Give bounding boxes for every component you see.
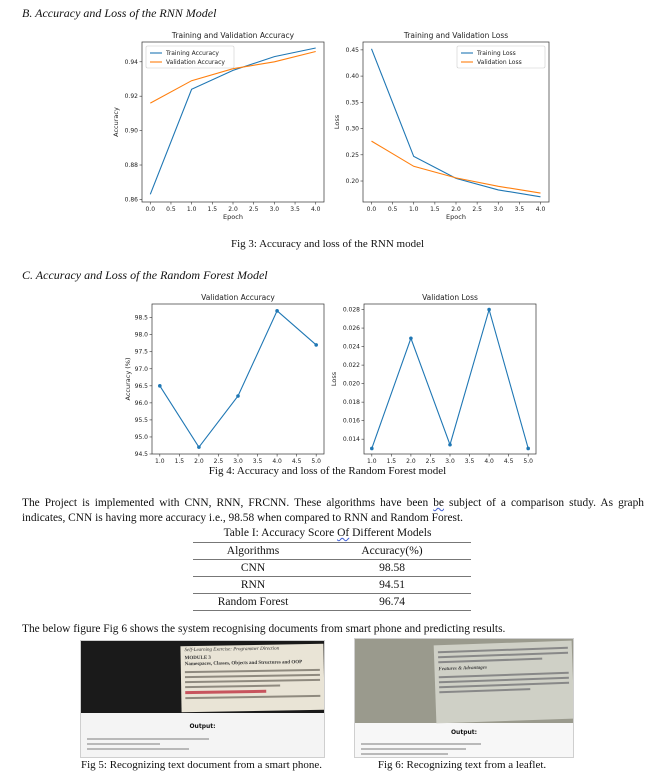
- x-axis-label: Epoch: [223, 213, 243, 221]
- y-tick-label: 98.5: [134, 314, 148, 322]
- chart-rf-accuracy: [124, 292, 328, 464]
- y-tick-label: 0.94: [124, 58, 138, 66]
- plot-frame: [364, 304, 536, 454]
- table-cell-accuracy: 94.51: [313, 577, 471, 594]
- y-tick-label: 0.45: [345, 46, 359, 54]
- data-point: [314, 343, 318, 347]
- x-tick-label: 1.5: [386, 458, 397, 464]
- section-c-heading: C. Accuracy and Loss of the Random Forest Model: [22, 268, 268, 282]
- y-tick-label: 0.014: [342, 436, 360, 444]
- x-tick-label: 0.0: [366, 206, 377, 213]
- fig5-output-label: Output:: [189, 723, 216, 730]
- x-tick-label: 2.0: [406, 458, 416, 464]
- legend-label: Training Loss: [477, 50, 516, 57]
- table-cell-algorithm: RNN: [193, 577, 313, 594]
- x-tick-label: 3.5: [514, 206, 525, 213]
- fig5-doc-module: MODULE 3: [184, 655, 211, 662]
- x-tick-label: 1.0: [367, 458, 377, 464]
- fig5-doc-title: Self-Learning Exercise: Programmer Direction: [184, 646, 280, 654]
- legend-label: Training Accuracy: [166, 50, 219, 57]
- fig5-document-page: [180, 644, 324, 712]
- y-tick-label: 0.016: [342, 417, 360, 425]
- x-tick-label: 4.0: [272, 458, 282, 464]
- x-tick-label: 1.0: [186, 206, 197, 213]
- x-tick-label: 2.0: [194, 458, 204, 464]
- x-tick-label: 1.5: [430, 206, 440, 213]
- x-tick-label: 2.5: [248, 206, 259, 213]
- y-tick-label: 0.92: [124, 93, 138, 101]
- x-axis-label: Epoch: [446, 213, 466, 221]
- fig5-caption: Fig 5: Recognizing text document from a smart phone.: [80, 759, 323, 771]
- table-row: [193, 560, 471, 577]
- y-tick-label: 0.90: [124, 127, 138, 135]
- y-tick-label: 0.028: [342, 306, 360, 314]
- series-line: [372, 141, 541, 193]
- x-tick-label: 3.5: [290, 206, 300, 213]
- table-title-part1: Table I: Accuracy Score: [223, 527, 338, 539]
- x-tick-label: 2.5: [472, 206, 482, 213]
- x-tick-label: 2.0: [228, 206, 238, 213]
- x-tick-label: 3.0: [493, 206, 504, 213]
- x-tick-label: 4.0: [535, 206, 546, 213]
- fig6-image: [354, 638, 574, 758]
- y-tick-label: 0.020: [342, 380, 360, 388]
- table-header-algorithms: Algorithms: [193, 543, 313, 560]
- y-tick-label: 95.5: [134, 416, 148, 424]
- fig3-caption: Fig 3: Accuracy and loss of the RNN model: [230, 238, 425, 250]
- x-tick-label: 4.0: [484, 458, 494, 464]
- x-tick-label: 1.5: [207, 206, 218, 213]
- x-tick-label: 0.0: [145, 206, 156, 213]
- data-point: [275, 309, 279, 313]
- y-tick-label: 0.026: [342, 325, 360, 333]
- y-tick-label: 0.018: [342, 399, 360, 407]
- series-line: [372, 310, 528, 449]
- y-tick-label: 96.0: [134, 399, 148, 407]
- data-point: [448, 443, 452, 447]
- x-tick-label: 3.5: [252, 458, 263, 464]
- chart-rnn-accuracy: [112, 30, 330, 228]
- paragraph-figures: The below figure Fig 6 shows the system recognising documents from smart phone and predicting results.: [22, 623, 506, 635]
- data-point: [409, 336, 413, 340]
- x-tick-label: 5.0: [523, 458, 533, 464]
- y-tick-label: 0.022: [342, 362, 360, 370]
- x-tick-label: 4.5: [503, 458, 514, 464]
- x-tick-label: 1.0: [408, 206, 419, 213]
- accuracy-table: [193, 542, 471, 611]
- series-line: [372, 49, 541, 197]
- fig5-image: [80, 640, 325, 758]
- y-tick-label: 0.20: [345, 178, 359, 186]
- fig6-caption: Fig 6: Recognizing text from a leaflet.: [377, 759, 547, 771]
- x-tick-label: 0.5: [166, 206, 176, 213]
- series-line: [150, 48, 315, 194]
- x-tick-label: 3.5: [464, 458, 475, 464]
- x-tick-label: 3.0: [233, 458, 243, 464]
- section-b-heading: B. Accuracy and Loss of the RNN Model: [22, 6, 217, 20]
- y-axis-label: Accuracy (%): [124, 357, 132, 401]
- x-tick-label: 0.5: [387, 206, 398, 213]
- chart-title: Validation Loss: [422, 293, 478, 302]
- data-point: [487, 308, 491, 312]
- y-tick-label: 0.40: [345, 73, 359, 81]
- x-tick-label: 4.0: [310, 206, 321, 213]
- y-tick-label: 0.86: [124, 196, 138, 204]
- y-tick-label: 96.5: [134, 382, 148, 390]
- x-tick-label: 3.0: [269, 206, 280, 213]
- y-axis-label: Loss: [330, 371, 338, 387]
- table-cell-accuracy: 98.58: [313, 560, 471, 577]
- plot-frame: [152, 304, 324, 454]
- data-point: [158, 384, 162, 388]
- y-tick-label: 97.5: [134, 348, 148, 356]
- x-tick-label: 2.0: [451, 206, 461, 213]
- y-tick-label: 0.25: [345, 151, 359, 159]
- chart-rnn-loss: [333, 30, 555, 228]
- y-tick-label: 0.024: [342, 343, 360, 351]
- fig6-leaflet-heading: Features & Advantages: [438, 665, 488, 673]
- paragraph-comparison-flagged: be: [433, 497, 444, 509]
- table-cell-algorithm: Random Forest: [193, 594, 313, 611]
- y-axis-label: Loss: [333, 114, 341, 130]
- y-axis-label: Accuracy: [112, 107, 120, 137]
- x-tick-label: 2.5: [213, 458, 224, 464]
- x-tick-label: 4.5: [291, 458, 302, 464]
- table-cell-accuracy: 96.74: [313, 594, 471, 611]
- chart-title: Validation Accuracy: [201, 293, 275, 302]
- y-tick-label: 0.30: [345, 125, 359, 133]
- y-tick-label: 0.88: [124, 162, 138, 170]
- paragraph-comparison-part2: subject of a comparison study. As graph indicates, CNN is having more accuracy i.e., 98.58 when compared to RNN and Random Forest.: [22, 497, 645, 524]
- fig4-caption: Fig 4: Accuracy and loss of the Random Forest model: [208, 465, 447, 477]
- series-line: [160, 311, 316, 447]
- table-row: [193, 577, 471, 594]
- x-tick-label: 3.0: [445, 458, 455, 464]
- table-title: [0, 527, 655, 539]
- y-tick-label: 95.0: [134, 433, 148, 441]
- table-header-accuracy: Accuracy(%): [313, 543, 471, 560]
- fig6-leaflet: [434, 641, 574, 724]
- table-title-flagged: Of: [337, 527, 350, 539]
- data-point: [236, 394, 240, 398]
- chart-title: Training and Validation Loss: [403, 31, 509, 40]
- x-tick-label: 5.0: [311, 458, 321, 464]
- fig5-doc-subtitle: Namespaces, Classes, Objects and Structures and OOP: [184, 660, 303, 668]
- table-cell-algorithm: CNN: [193, 560, 313, 577]
- x-tick-label: 1.5: [174, 458, 185, 464]
- table-row: [193, 594, 471, 611]
- y-tick-label: 97.0: [134, 365, 148, 373]
- y-tick-label: 94.5: [134, 451, 148, 458]
- data-point: [370, 447, 374, 451]
- x-tick-label: 2.5: [425, 458, 436, 464]
- y-tick-label: 98.0: [134, 331, 148, 339]
- data-point: [526, 447, 530, 451]
- paragraph-comparison-part1: The Project is implemented with CNN, RNN, FRCNN. These algorithms have been: [22, 497, 434, 509]
- table-header-row: [193, 543, 471, 560]
- paragraph-comparison: [22, 496, 644, 526]
- legend-label: Validation Accuracy: [166, 59, 225, 66]
- fig6-output-label: Output:: [450, 729, 478, 736]
- legend-label: Validation Loss: [477, 59, 522, 66]
- y-tick-label: 0.35: [345, 99, 359, 107]
- data-point: [197, 445, 201, 449]
- chart-rf-loss: [330, 292, 540, 464]
- x-tick-label: 1.0: [155, 458, 165, 464]
- table-title-part2: Different Models: [349, 527, 432, 539]
- chart-title: Training and Validation Accuracy: [171, 31, 295, 40]
